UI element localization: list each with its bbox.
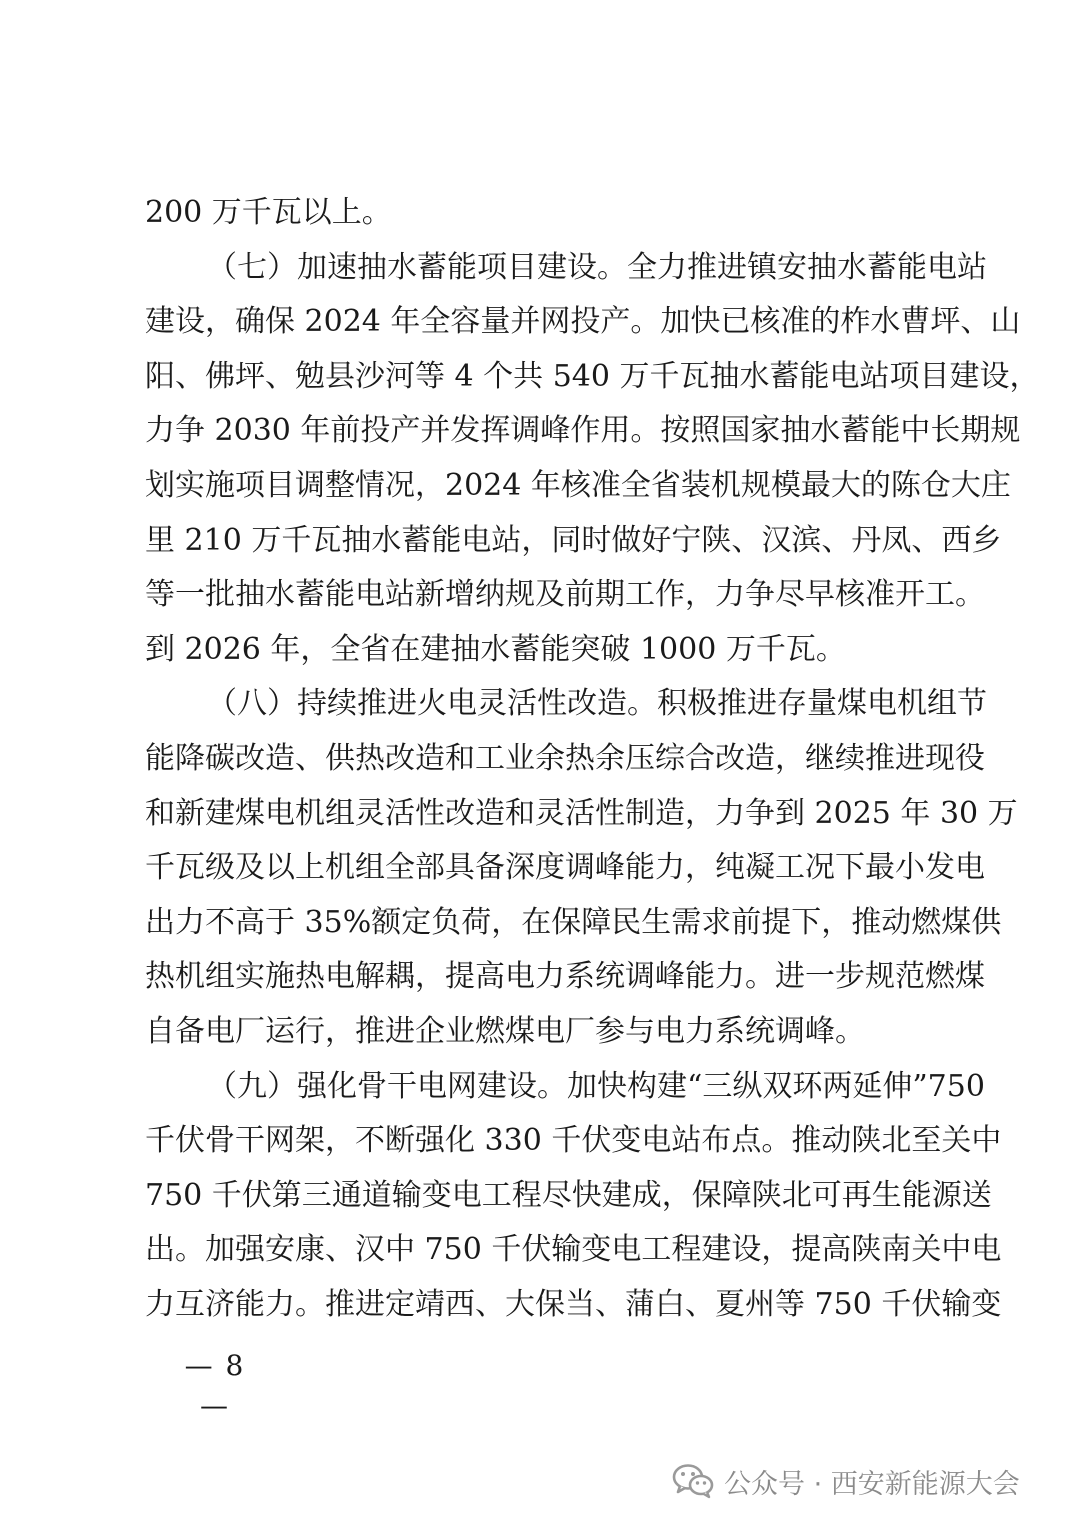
body-text: [145, 186, 1040, 1332]
text-line: 热机组实施热电解耦，提高电力系统调峰能力。进一步规范燃煤: [145, 959, 985, 995]
section-heading-line: （八）持续推进火电灵活性改造。积极推进存量煤电机组节: [207, 686, 987, 722]
text-line: 和新建煤电机组灵活性改造和灵活性制造，力争到 2025 年 30 万: [145, 795, 1018, 831]
section-heading-line: （九）强化骨干电网建设。加快构建“三纵双环两延伸”750: [207, 1068, 985, 1104]
text-line: 千瓦级及以上机组全部具备深度调峰能力，纯凝工况下最小发电: [145, 850, 985, 886]
text-line: 自备电厂运行，推进企业燃煤电厂参与电力系统调峰。: [145, 1013, 865, 1049]
text-line: 力争 2030 年前投产并发挥调峰作用。按照国家抽水蓄能中长期规: [145, 413, 1021, 449]
watermark: [672, 1456, 1020, 1506]
watermark-text: 公众号 · 西安新能源大会: [724, 1468, 1020, 1500]
text-line: 划实施项目调整情况，2024 年核准全省装机规模最大的陈仓大庄: [145, 467, 1011, 503]
text-line: 千伏骨干网架，不断强化 330 千伏变电站布点。推动陕北至关中: [145, 1123, 1002, 1159]
text-line: 力互济能力。推进定靖西、大保当、蒲白、夏州等 750 千伏输变: [145, 1286, 1002, 1322]
text-line: 建设，确保 2024 年全容量并网投产。加快已核准的柞水曹坪、山: [145, 304, 1021, 340]
section-heading-line: （七）加速抽水蓄能项目建设。全力推进镇安抽水蓄能电站: [207, 249, 987, 285]
page-number: — 8 —: [184, 1349, 246, 1422]
text-line: 出。加强安康、汉中 750 千伏输变电工程建设，提高陕南关中电: [145, 1232, 1002, 1268]
text-line: 到 2026 年，全省在建抽水蓄能突破 1000 万千瓦。: [145, 631, 846, 667]
text-line: 阳、佛坪、勉县沙河等 4 个共 540 万千瓦抽水蓄能电站项目建设，: [145, 358, 1040, 394]
wechat-icon: [672, 1463, 714, 1499]
text-line: 等一批抽水蓄能电站新增纳规及前期工作，力争尽早核准开工。: [145, 577, 985, 613]
text-line: 750 千伏第三通道输变电工程尽快建成，保障陕北可再生能源送: [145, 1177, 992, 1213]
text-line: 能降碳改造、供热改造和工业余热余压综合改造，继续推进现役: [145, 740, 985, 776]
text-line: 里 210 万千瓦抽水蓄能电站，同时做好宁陕、汉滨、丹凤、西乡: [145, 522, 1002, 558]
text-line: 200 万千瓦以上。: [145, 195, 392, 230]
text-line: 出力不高于 35%额定负荷，在保障民生需求前提下，推动燃煤供: [145, 904, 1002, 940]
